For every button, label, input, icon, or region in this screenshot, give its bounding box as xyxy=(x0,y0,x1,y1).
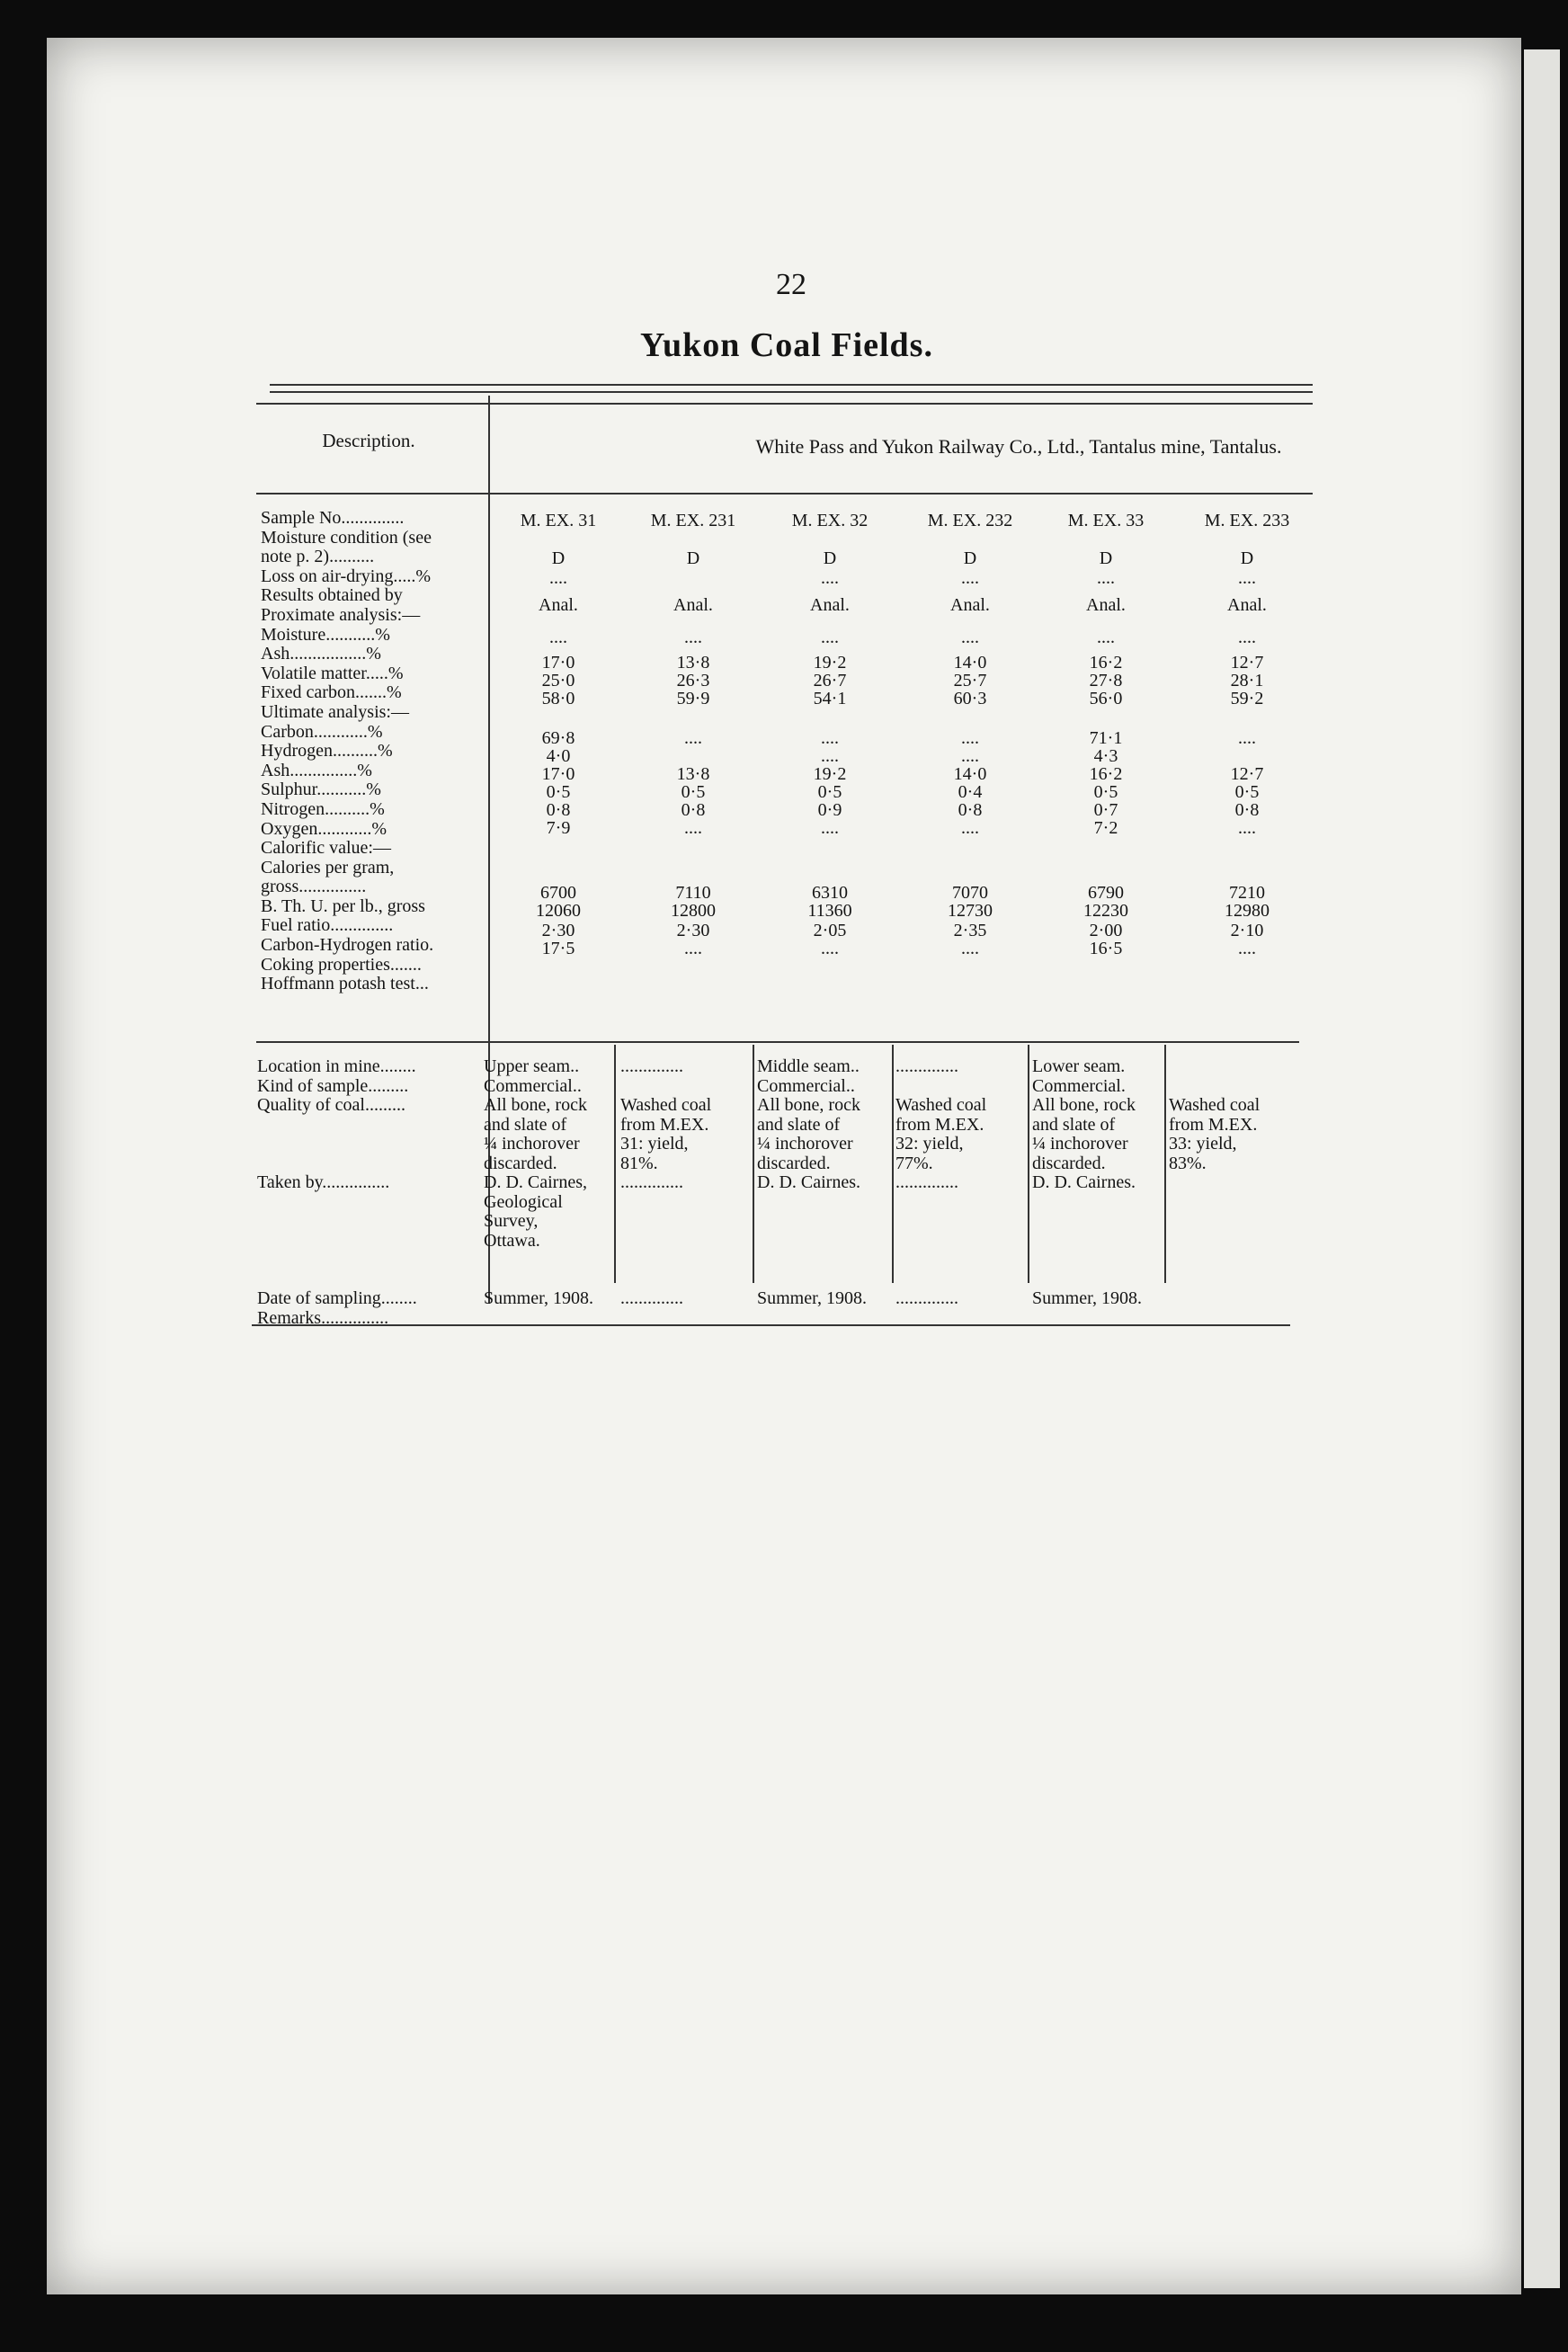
page-title: Yukon Coal Fields. xyxy=(640,326,933,364)
bottom-label: Location in mine........ xyxy=(257,1057,416,1076)
cell-sulphur: 0·5 xyxy=(1234,782,1260,802)
cell-moisture: .... xyxy=(549,628,567,647)
bottom-label xyxy=(257,1116,482,1136)
cell-nitrogen: 0·7 xyxy=(1093,800,1118,820)
cell-oxygen: .... xyxy=(821,818,839,838)
cell-sample: M. EX. 32 xyxy=(791,511,869,530)
bottom-cell-line: Washed coal xyxy=(1169,1095,1261,1115)
bottom-cell-line: Summer, 1908. xyxy=(484,1288,593,1308)
cell-moisture-condition: D xyxy=(963,548,977,568)
row-label: Results obtained by xyxy=(261,586,403,606)
cell-sulphur: 0·5 xyxy=(817,782,842,802)
bottom-cell-line xyxy=(484,1270,619,1290)
cell-fuel-ratio: 2·30 xyxy=(676,921,710,940)
row-label: Loss on air-drying.....% xyxy=(261,566,432,586)
row-label: Fixed carbon.......% xyxy=(261,683,402,703)
cell-calories: 6310 xyxy=(812,883,848,903)
cell-calories: 7110 xyxy=(675,883,711,903)
bottom-label: Kind of sample......... xyxy=(257,1076,409,1096)
vertical-rule-3 xyxy=(892,1045,894,1283)
bottom-cell-line: ¼ inchorover xyxy=(1032,1134,1128,1154)
bottom-cell-line: All bone, rock xyxy=(484,1095,587,1115)
bottom-label: Taken by............... xyxy=(257,1173,390,1192)
next-page-edge xyxy=(1524,49,1560,2288)
cell-btu: 12230 xyxy=(1083,901,1128,921)
bottom-cell-line: 81%. xyxy=(620,1153,658,1173)
bottom-cell-line xyxy=(1169,1251,1304,1270)
bottom-cell-line: Washed coal xyxy=(895,1095,987,1115)
bottom-cell-line: from M.EX. xyxy=(620,1114,709,1135)
bottom-label xyxy=(257,1232,482,1252)
bottom-cell-line xyxy=(1169,1289,1304,1309)
bottom-column xyxy=(1032,1057,1167,1309)
cell-btu: 12980 xyxy=(1225,901,1270,921)
cell-moisture: .... xyxy=(961,628,979,647)
row-label: Volatile matter.....% xyxy=(261,664,404,683)
bottom-cell-line: .............. xyxy=(895,1288,958,1308)
bottom-cell-line xyxy=(620,1270,755,1290)
bottom-column xyxy=(484,1057,619,1309)
cell-volatile: 25·7 xyxy=(953,671,987,690)
mine-header: White Pass and Yukon Railway Co., Ltd., Tantalus mine, Tantalus. xyxy=(755,435,1282,458)
bottom-cell-line xyxy=(1032,1212,1167,1232)
cell-ash: 17·0 xyxy=(541,653,575,673)
cell-volatile: 26·3 xyxy=(676,671,710,690)
row-label: Sample No.............. xyxy=(261,509,405,528)
bottom-cell-line xyxy=(1169,1212,1304,1232)
cell-moisture-condition: D xyxy=(551,548,566,568)
bottom-cell-line xyxy=(1032,1193,1167,1213)
cell-ch-ratio: .... xyxy=(821,939,839,958)
cell-hydrogen: .... xyxy=(961,746,979,766)
cell-fuel-ratio: 2·35 xyxy=(953,921,987,940)
cell-calories: 7070 xyxy=(952,883,988,903)
cell-sample: M. EX. 232 xyxy=(927,511,1013,530)
bottom-label xyxy=(257,1193,482,1213)
bottom-cell-line xyxy=(1169,1057,1304,1077)
bottom-cell-line xyxy=(1032,1232,1167,1252)
bottom-cell-line: Commercial. xyxy=(1032,1075,1126,1096)
row-label: Sulphur...........% xyxy=(261,780,381,800)
cell-loss: .... xyxy=(1097,568,1115,588)
row-label: note p. 2).......... xyxy=(261,548,375,567)
row-label: Carbon-Hydrogen ratio. xyxy=(261,936,434,956)
row-label: Nitrogen..........% xyxy=(261,799,385,819)
bottom-cell-line: ¼ inchorover xyxy=(757,1134,853,1154)
bottom-column xyxy=(1169,1057,1304,1309)
cell-sulphur: 0·5 xyxy=(546,782,571,802)
bottom-cell-line: .............. xyxy=(895,1056,958,1076)
cell-sample: M. EX. 33 xyxy=(1067,511,1145,530)
cell-ult-ash: 14·0 xyxy=(953,764,987,784)
page-number: 22 xyxy=(776,268,806,301)
bottom-cell-line: D. D. Cairnes, xyxy=(484,1172,587,1192)
cell-fuel-ratio: 2·10 xyxy=(1230,921,1264,940)
cell-btu: 12060 xyxy=(536,901,581,921)
cell-oxygen: 7·9 xyxy=(546,818,571,838)
cell-sample: M. EX. 233 xyxy=(1204,511,1290,530)
row-label: Moisture condition (see xyxy=(261,528,432,548)
bottom-cell-line xyxy=(620,1193,755,1213)
cell-oxygen: .... xyxy=(684,818,702,838)
bottom-label xyxy=(257,1212,482,1232)
row-label: Moisture...........% xyxy=(261,625,390,645)
cell-ash: 16·2 xyxy=(1089,653,1123,673)
bottom-cell-line xyxy=(895,1193,1030,1213)
cell-btu: 12730 xyxy=(948,901,993,921)
cell-moisture-condition: D xyxy=(686,548,700,568)
bottom-cell-line xyxy=(757,1212,892,1232)
bottom-cell-line xyxy=(484,1251,619,1270)
cell-loss: .... xyxy=(821,568,839,588)
cell-volatile: 28·1 xyxy=(1230,671,1264,690)
cell-ult-ash: 13·8 xyxy=(676,764,710,784)
top-rule-2 xyxy=(270,391,1313,393)
bottom-column xyxy=(757,1057,892,1309)
bottom-cell-line: Summer, 1908. xyxy=(1032,1288,1142,1308)
bottom-row-labels xyxy=(257,1057,482,1328)
bottom-cell-line xyxy=(895,1270,1030,1290)
bottom-cell-line xyxy=(620,1232,755,1252)
cell-moisture: .... xyxy=(1238,628,1256,647)
row-label: Ultimate analysis:— xyxy=(261,702,409,722)
header-rule xyxy=(256,493,1313,494)
cell-nitrogen: 0·8 xyxy=(681,800,706,820)
bottom-cell-line: D. D. Cairnes. xyxy=(757,1172,860,1192)
cell-results: Anal. xyxy=(1227,595,1267,615)
cell-fixed-carbon: 59·2 xyxy=(1230,689,1264,708)
bottom-cell-line: discarded. xyxy=(757,1153,831,1173)
cell-nitrogen: 0·8 xyxy=(546,800,571,820)
cell-oxygen: .... xyxy=(1238,818,1256,838)
cell-moisture: .... xyxy=(684,628,702,647)
bottom-label xyxy=(257,1270,482,1290)
middle-rule xyxy=(256,1041,1299,1043)
cell-nitrogen: 0·8 xyxy=(958,800,983,820)
bottom-label: Quality of coal......... xyxy=(257,1096,405,1115)
cell-volatile: 25·0 xyxy=(541,671,575,690)
row-label: Hoffmann potash test... xyxy=(261,975,429,994)
cell-ch-ratio: 16·5 xyxy=(1089,939,1123,958)
bottom-cell-line: .............. xyxy=(620,1056,683,1076)
row-label: Carbon............% xyxy=(261,722,383,742)
bottom-cell-line: All bone, rock xyxy=(1032,1095,1136,1115)
cell-ch-ratio: 17·5 xyxy=(541,939,575,958)
bottom-cell-line: Ottawa. xyxy=(484,1230,540,1251)
top-rule-1 xyxy=(270,384,1313,386)
cell-ult-ash: 19·2 xyxy=(813,764,847,784)
cell-carbon: 71·1 xyxy=(1089,728,1123,748)
cell-ash: 14·0 xyxy=(953,653,987,673)
cell-fixed-carbon: 58·0 xyxy=(541,689,575,708)
cell-sulphur: 0·5 xyxy=(1093,782,1118,802)
cell-oxygen: .... xyxy=(961,818,979,838)
cell-fuel-ratio: 2·05 xyxy=(813,921,847,940)
bottom-cell-line: from M.EX. xyxy=(1169,1114,1258,1135)
cell-ash: 12·7 xyxy=(1230,653,1264,673)
cell-carbon: .... xyxy=(961,728,979,748)
bottom-cell-line xyxy=(1032,1251,1167,1270)
bottom-label: Remarks............... xyxy=(257,1308,389,1328)
cell-nitrogen: 0·8 xyxy=(1234,800,1260,820)
bottom-cell-line: .............. xyxy=(620,1288,683,1308)
bottom-cell-line xyxy=(1169,1193,1304,1213)
cell-hydrogen: .... xyxy=(821,746,839,766)
bottom-cell-line: 31: yield, xyxy=(620,1134,689,1154)
row-label: B. Th. U. per lb., gross xyxy=(261,896,425,916)
bottom-label xyxy=(257,1251,482,1270)
cell-moisture-condition: D xyxy=(823,548,837,568)
cell-moisture-condition: D xyxy=(1099,548,1113,568)
bottom-cell-line xyxy=(620,1077,755,1097)
cell-calories: 6700 xyxy=(540,883,576,903)
cell-results: Anal. xyxy=(810,595,850,615)
bottom-cell-line: Commercial.. xyxy=(484,1075,582,1096)
cell-hydrogen: 4·0 xyxy=(546,746,571,766)
row-label: Ash.................% xyxy=(261,645,381,664)
cell-ash: 19·2 xyxy=(813,653,847,673)
row-label: Ash...............% xyxy=(261,761,372,780)
cell-calories: 6790 xyxy=(1088,883,1124,903)
bottom-cell-line: All bone, rock xyxy=(757,1095,860,1115)
cell-fuel-ratio: 2·00 xyxy=(1089,921,1123,940)
bottom-cell-line: Survey, xyxy=(484,1211,539,1231)
cell-moisture: .... xyxy=(821,628,839,647)
bottom-cell-line xyxy=(1032,1270,1167,1290)
bottom-cell-line: discarded. xyxy=(1032,1153,1106,1173)
cell-ash: 13·8 xyxy=(676,653,710,673)
cell-fuel-ratio: 2·30 xyxy=(541,921,575,940)
cell-ch-ratio: .... xyxy=(961,939,979,958)
bottom-cell-line: Geological xyxy=(484,1191,563,1212)
cell-carbon: .... xyxy=(684,728,702,748)
bottom-cell-line xyxy=(895,1212,1030,1232)
bottom-cell-line: Summer, 1908. xyxy=(757,1288,867,1308)
bottom-column xyxy=(620,1057,755,1309)
bottom-cell-line: .............. xyxy=(895,1172,958,1192)
row-labels xyxy=(261,509,478,994)
cell-fixed-carbon: 56·0 xyxy=(1089,689,1123,708)
cell-sulphur: 0·5 xyxy=(681,782,706,802)
bottom-cell-line: D. D. Cairnes. xyxy=(1032,1172,1136,1192)
bottom-cell-line xyxy=(895,1077,1030,1097)
cell-btu: 11360 xyxy=(807,901,852,921)
cell-sample: M. EX. 231 xyxy=(650,511,736,530)
bottom-cell-line: and slate of xyxy=(757,1114,841,1135)
cell-volatile: 26·7 xyxy=(813,671,847,690)
bottom-cell-line: .............. xyxy=(620,1172,683,1192)
bottom-cell-line xyxy=(895,1232,1030,1252)
cell-hydrogen: 4·3 xyxy=(1093,746,1118,766)
cell-sulphur: 0·4 xyxy=(958,782,983,802)
row-label: Proximate analysis:— xyxy=(261,605,421,625)
bottom-cell-line: Washed coal xyxy=(620,1095,712,1115)
row-label: Oxygen............% xyxy=(261,819,387,839)
cell-fixed-carbon: 60·3 xyxy=(953,689,987,708)
cell-nitrogen: 0·9 xyxy=(817,800,842,820)
cell-loss: .... xyxy=(549,568,567,588)
row-label: Calories per gram, xyxy=(261,858,395,878)
cell-calories: 7210 xyxy=(1229,883,1265,903)
bottom-label: Date of sampling........ xyxy=(257,1289,417,1308)
cell-moisture-condition: D xyxy=(1240,548,1254,568)
bottom-cell-line xyxy=(1169,1173,1304,1193)
row-label: Hydrogen..........% xyxy=(261,742,393,762)
bottom-cell-line: 33: yield, xyxy=(1169,1134,1237,1154)
bottom-cell-line xyxy=(1169,1232,1304,1252)
bottom-cell-line xyxy=(757,1232,892,1252)
bottom-label xyxy=(257,1154,482,1174)
bottom-cell-line xyxy=(757,1193,892,1213)
bottom-cell-line: 77%. xyxy=(895,1153,933,1173)
cell-carbon: .... xyxy=(1238,728,1256,748)
row-label: Fuel ratio.............. xyxy=(261,916,394,936)
bottom-cell-line: and slate of xyxy=(1032,1114,1116,1135)
cell-volatile: 27·8 xyxy=(1089,671,1123,690)
cell-ult-ash: 12·7 xyxy=(1230,764,1264,784)
bottom-cell-line: Middle seam.. xyxy=(757,1056,860,1076)
bottom-cell-line: 32: yield, xyxy=(895,1134,964,1154)
cell-carbon: .... xyxy=(821,728,839,748)
description-header: Description. xyxy=(322,430,415,451)
cell-sample: M. EX. 31 xyxy=(520,511,597,530)
cell-oxygen: 7·2 xyxy=(1093,818,1118,838)
cell-ult-ash: 17·0 xyxy=(541,764,575,784)
bottom-cell-line xyxy=(1169,1077,1304,1097)
bottom-cell-line: 83%. xyxy=(1169,1153,1207,1173)
bottom-cell-line xyxy=(757,1270,892,1290)
bottom-cell-line: Upper seam.. xyxy=(484,1056,580,1076)
cell-btu: 12800 xyxy=(671,901,716,921)
top-rule-3 xyxy=(256,403,1313,405)
cell-fixed-carbon: 59·9 xyxy=(676,689,710,708)
cell-results: Anal. xyxy=(1086,595,1126,615)
bottom-cell-line: Lower seam. xyxy=(1032,1056,1126,1076)
bottom-cell-line xyxy=(1169,1270,1304,1290)
bottom-cell-line xyxy=(620,1212,755,1232)
bottom-cell-line xyxy=(620,1251,755,1270)
bottom-cell-line: ¼ inchorover xyxy=(484,1134,580,1154)
bottom-cell-line: Commercial.. xyxy=(757,1075,855,1096)
cell-fixed-carbon: 54·1 xyxy=(813,689,847,708)
cell-results: Anal. xyxy=(539,595,578,615)
row-label: gross............... xyxy=(261,878,367,897)
cell-loss: .... xyxy=(961,568,979,588)
cell-ch-ratio: .... xyxy=(684,939,702,958)
cell-results: Anal. xyxy=(673,595,713,615)
bottom-cell-line: from M.EX. xyxy=(895,1114,984,1135)
cell-loss: .... xyxy=(1238,568,1256,588)
cell-carbon: 69·8 xyxy=(541,728,575,748)
row-label: Coking properties....... xyxy=(261,955,422,975)
cell-moisture: .... xyxy=(1097,628,1115,647)
bottom-column xyxy=(895,1057,1030,1309)
cell-ch-ratio: .... xyxy=(1238,939,1256,958)
cell-results: Anal. xyxy=(950,595,990,615)
cell-ult-ash: 16·2 xyxy=(1089,764,1123,784)
bottom-cell-line xyxy=(895,1251,1030,1270)
bottom-cell-line: discarded. xyxy=(484,1153,557,1173)
bottom-label xyxy=(257,1135,482,1154)
row-label: Calorific value:— xyxy=(261,839,391,859)
bottom-cell-line xyxy=(757,1251,892,1270)
bottom-cell-line: and slate of xyxy=(484,1114,567,1135)
